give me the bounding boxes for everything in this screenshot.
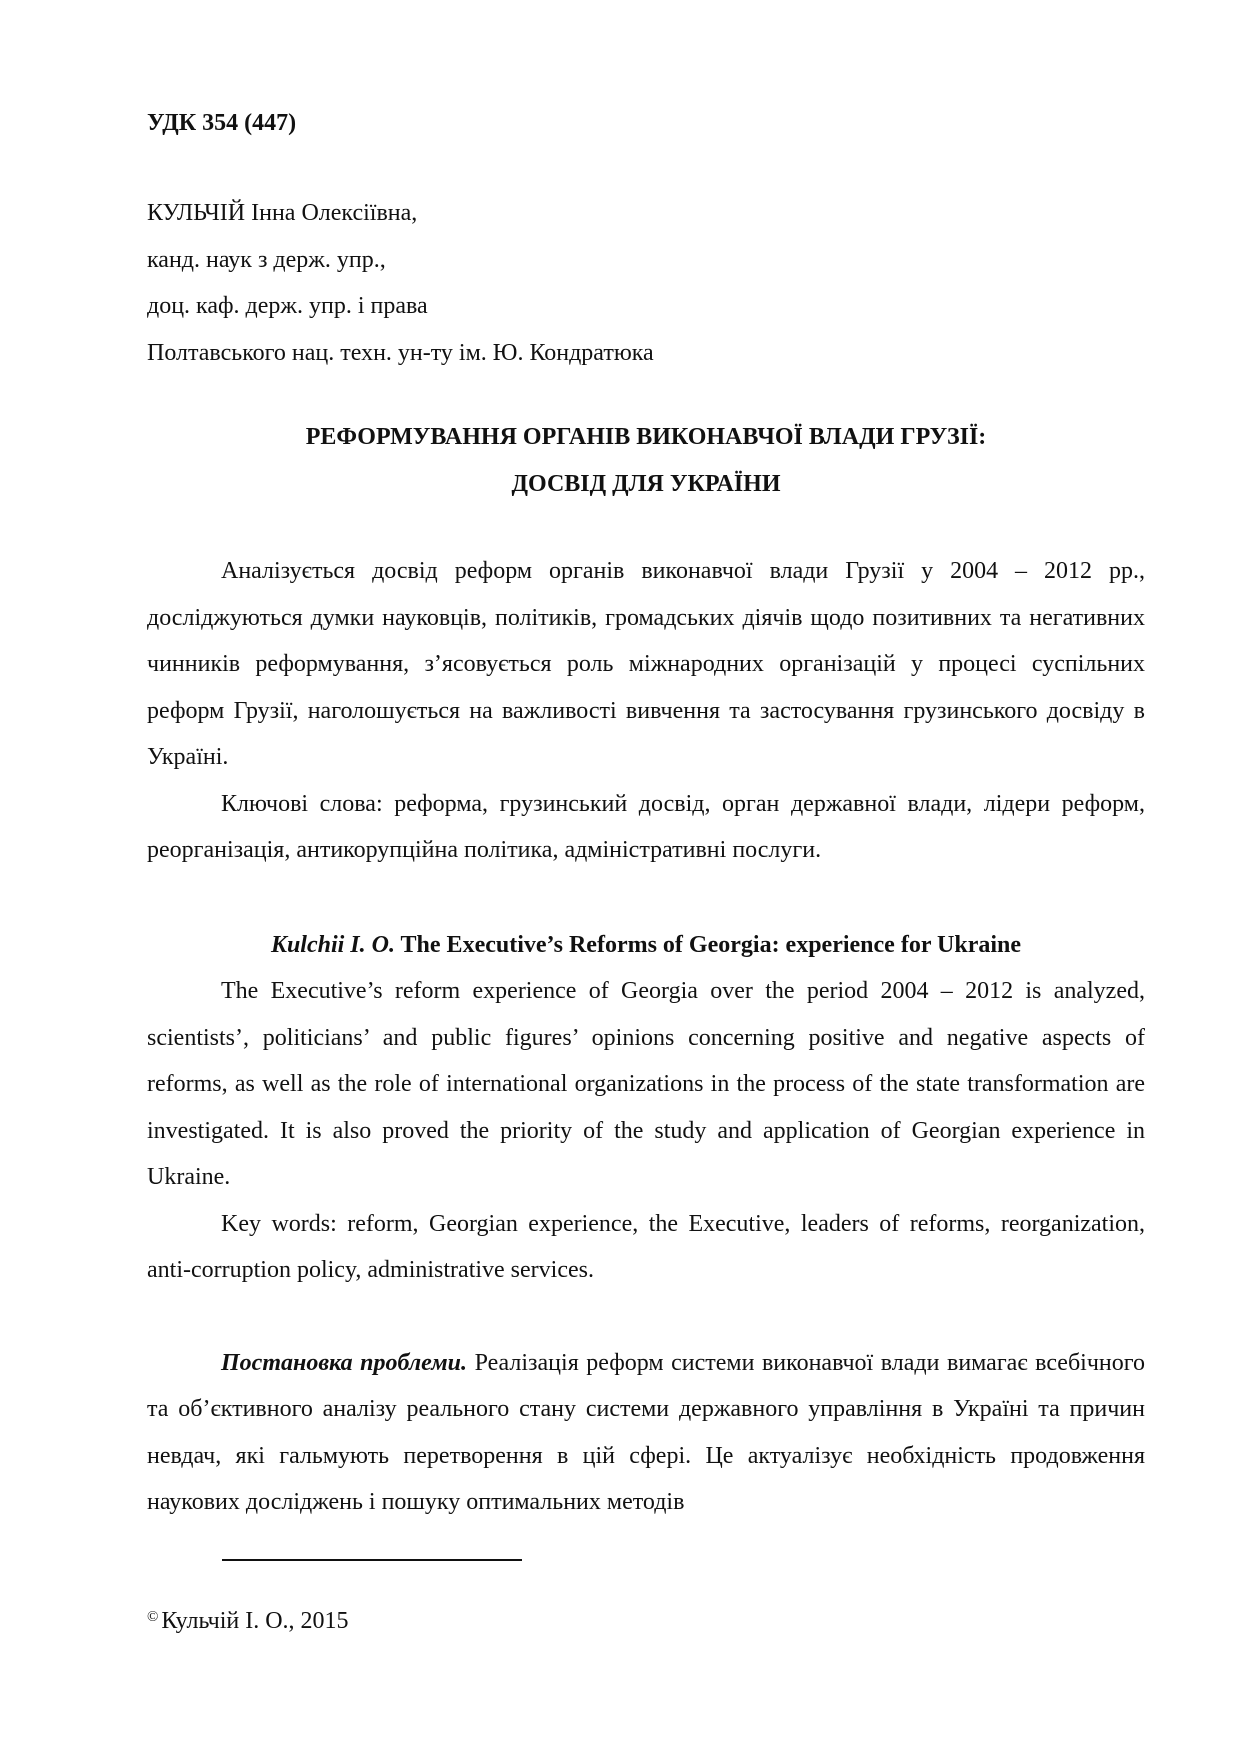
author-name: КУЛЬЧІЙ Інна Олексіївна, [147, 200, 418, 226]
article-page [147, 108, 1145, 1526]
title-line-1: РЕФОРМУВАННЯ ОРГАНІВ ВИКОНАВЧОЇ ВЛАДИ ГРУЗІЇ: [305, 424, 987, 450]
abstract-uk: Аналізується досвід реформ органів виконавчої влади Грузії у 2004 – 2012 рр., досліджуються думки науковців, політиків, громадських діячів щодо позитивних та негативних чинників реформування, з’ясовується роль міжнародних організацій у процесі суспільних реформ Грузії, наголошується на важливості вивчення та застосування грузинського досвіду в Україні. [147, 558, 1145, 770]
author-block [147, 190, 1145, 376]
keywords-en: Key words: reform, Georgian experience, the Executive, leaders of reforms, reorganization, anti-corruption policy, administrative services. [147, 1210, 1145, 1283]
footnote-text: Кульчій І. О., 2015 [161, 1608, 349, 1634]
problem-text: Реалізація реформ системи виконавчої влади вимагає всебічного та об’єктивного аналізу реального стану системи державного управління в Україні та причин невдач, які гальмують перетворення в цій сфері. Це актуалізує необхідність продовження наукових досліджень і пошуку оптимальних методів [147, 1349, 1145, 1515]
abstract-en: The Executive’s reform experience of Georgia over the period 2004 – 2012 is analyzed, scientists’, politicians’ and public figures’ opinions concerning positive and negative aspects of reforms, as well as the role of international organizations in the process of the state transformation are investigated. It is also proved the priority of the study and application of Georgian experience in Ukraine. [147, 978, 1145, 1190]
author-position: доц. каф. держ. упр. і права [147, 293, 428, 319]
copyright-symbol: © [147, 1609, 159, 1625]
author-affiliation: Полтавського нац. техн. ун-ту ім. Ю. Кондратюка [147, 339, 654, 366]
copyright-footnote [147, 1606, 349, 1636]
english-title: The Executive’s Reforms of Georgia: experience for Ukraine [400, 931, 1022, 958]
english-heading [147, 922, 1145, 969]
problem-heading: Постановка проблеми. [221, 1349, 468, 1376]
article-title [147, 414, 1145, 508]
title-line-2: ДОСВІД ДЛЯ УКРАЇНИ [511, 471, 781, 497]
keywords-uk: Ключові слова: реформа, грузинський досвід, орган державної влади, лідери реформ, реорганізація, антикорупційна політика, адміністративні послуги. [147, 790, 1145, 863]
udc-code: УДК 354 (447) [147, 110, 297, 136]
problem-statement [147, 1340, 1145, 1526]
footnote-divider [222, 1559, 522, 1561]
author-degree: канд. наук з держ. упр., [147, 246, 386, 273]
english-author: Kulchii I. O. [270, 931, 395, 958]
